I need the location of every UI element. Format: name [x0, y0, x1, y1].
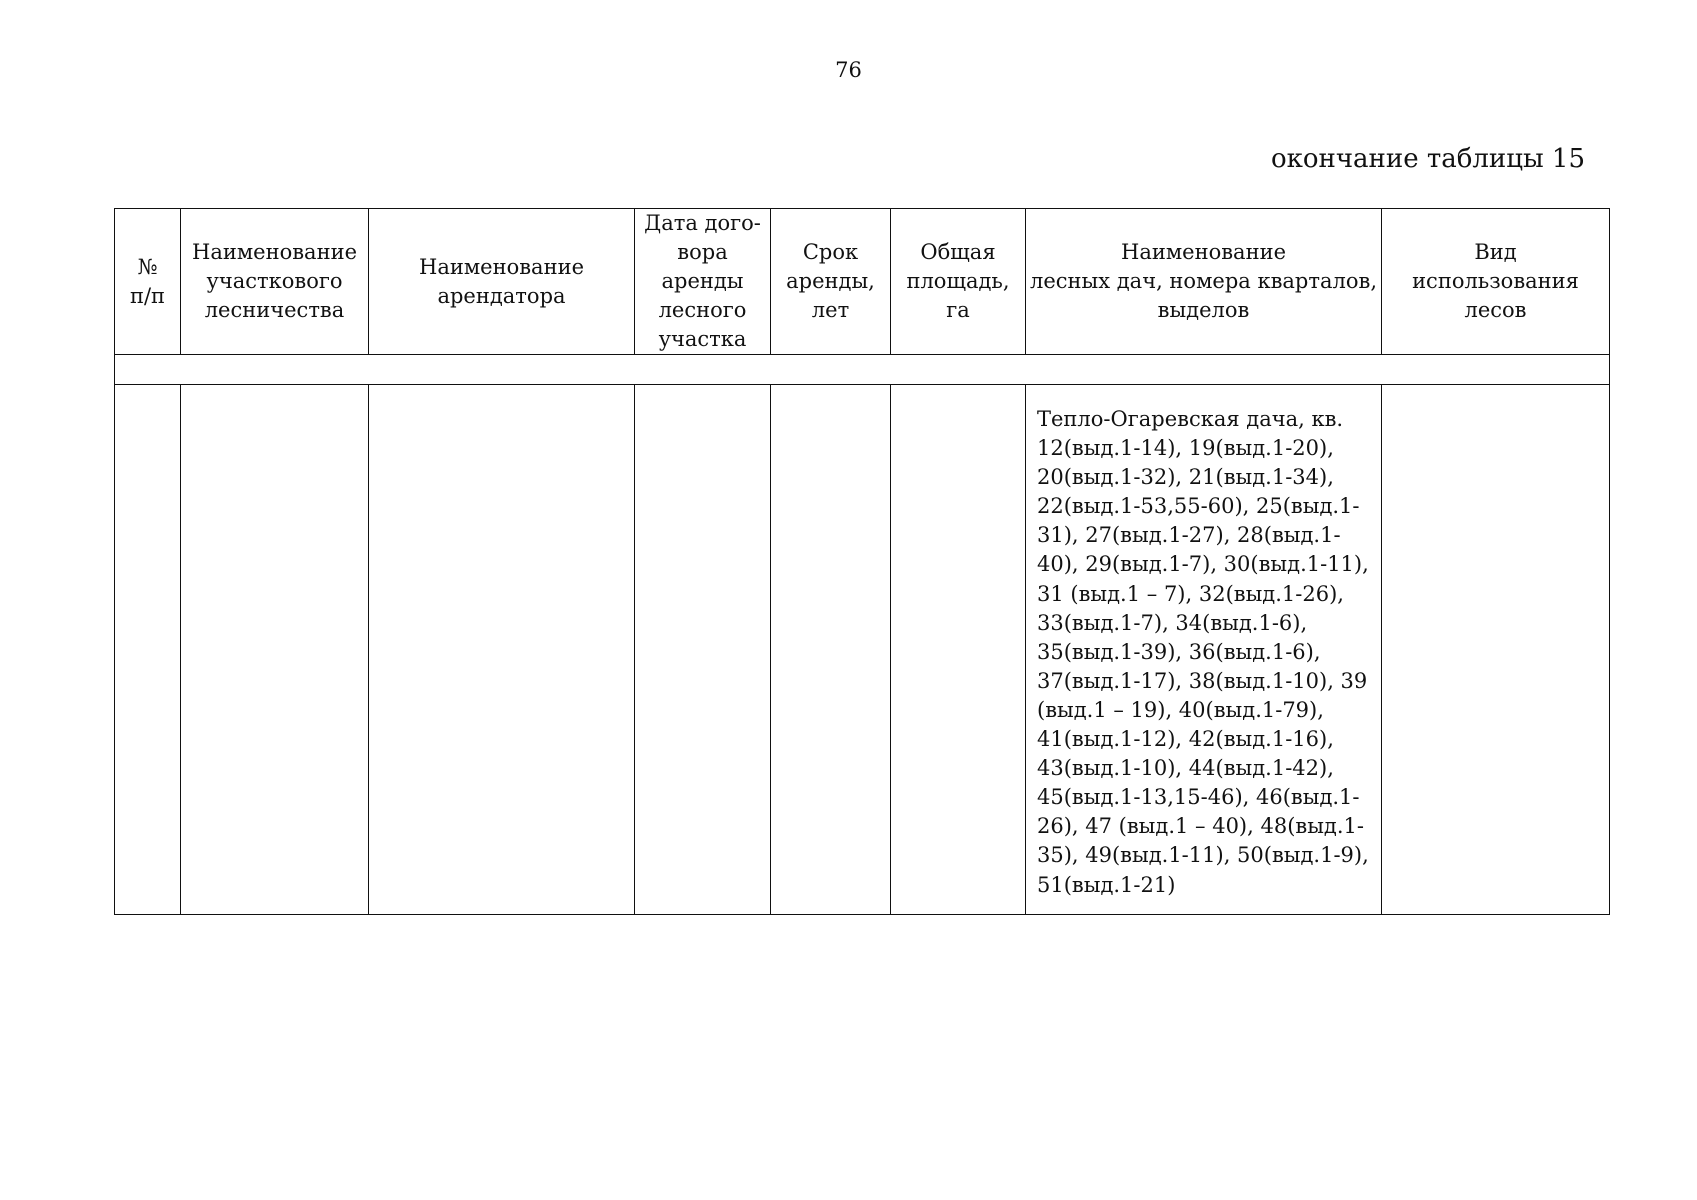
- section-cell: [115, 355, 1610, 385]
- blocks-text: [1026, 385, 1381, 900]
- blocks-line: 41(выд.1-12), 42(выд.1-16),: [1037, 727, 1334, 752]
- blocks-line: 51(выд.1-21): [1037, 872, 1176, 897]
- header-number: № п/п: [115, 209, 181, 355]
- header-term: Срок аренды, лет: [771, 209, 891, 355]
- blocks-line: 35(выд.1-39), 36(выд.1-6),: [1037, 639, 1321, 664]
- blocks-line: 43(выд.1-10), 44(выд.1-42),: [1037, 756, 1334, 781]
- cell-area: [891, 385, 1026, 915]
- cell-blocks: [1026, 385, 1382, 915]
- blocks-line: 31 (выд.1 – 7), 32(выд.1-26),: [1037, 581, 1344, 606]
- blocks-line: 22(выд.1-53,55-60), 25(выд.1-: [1037, 494, 1360, 519]
- blocks-line: 20(выд.1-32), 21(выд.1-34),: [1037, 465, 1334, 490]
- cell-term: [771, 385, 891, 915]
- blocks-line: 31), 27(выд.1-27), 28(выд.1-: [1037, 523, 1341, 548]
- blocks-line: 33(выд.1-7), 34(выд.1-6),: [1037, 610, 1308, 635]
- header-use-type: Вид использования лесов: [1382, 209, 1610, 355]
- cell-tenant: [369, 385, 635, 915]
- blocks-line: 26), 47 (выд.1 – 40), 48(выд.1-: [1037, 814, 1364, 839]
- blocks-line: 12(выд.1-14), 19(выд.1-20),: [1037, 436, 1334, 461]
- section-row: [115, 355, 1610, 385]
- cell-use-type: [1382, 385, 1610, 915]
- table-row: [115, 385, 1610, 915]
- header-area: Общая площадь, га: [891, 209, 1026, 355]
- blocks-line: 35), 49(выд.1-11), 50(выд.1-9),: [1037, 843, 1369, 868]
- header-tenant: Наименование арендатора: [369, 209, 635, 355]
- cell-number: [115, 385, 181, 915]
- header-forestry: Наименование участкового лесничества: [181, 209, 369, 355]
- header-blocks: Наименование лесных дач, номера кварталов, выделов: [1026, 209, 1382, 355]
- cell-forestry: [181, 385, 369, 915]
- cell-contract-date: [635, 385, 771, 915]
- blocks-line: 45(выд.1-13,15-46), 46(выд.1-: [1037, 785, 1360, 810]
- blocks-line: 40), 29(выд.1-7), 30(выд.1-11),: [1037, 552, 1369, 577]
- header-row: [115, 209, 1610, 355]
- header-contract-date: Дата дого- вора аренды лесного участка: [635, 209, 771, 355]
- page-number: 76: [835, 58, 862, 82]
- lease-table: [114, 208, 1610, 915]
- blocks-line: Тепло-Огаревская дача, кв.: [1037, 407, 1344, 431]
- blocks-line: 37(выд.1-17), 38(выд.1-10), 39: [1037, 668, 1368, 693]
- blocks-line: (выд.1 – 19), 40(выд.1-79),: [1037, 697, 1324, 722]
- table-caption: окончание таблицы 15: [1270, 144, 1585, 174]
